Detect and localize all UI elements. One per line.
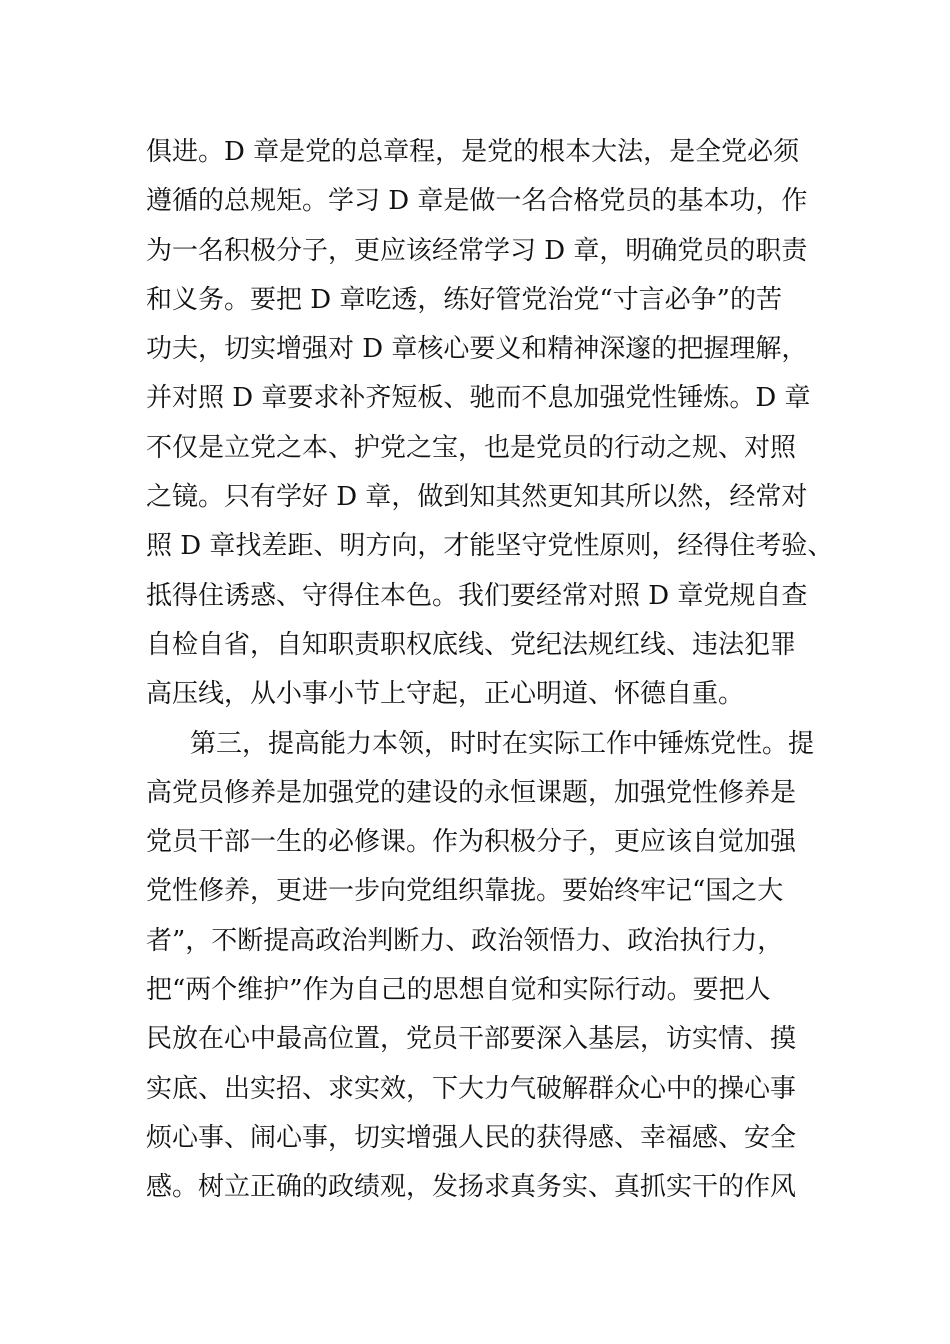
text-line: 党员干部一生的必修课。作为积极分子，更应该自觉加强 [146, 827, 797, 858]
text-line: 民放在心中最高位置，党员干部要深入基层，访实情、摸 [146, 1024, 797, 1055]
text-line: 为一名积极分子，更应该经常学习 D 章，明确党员的职责 [146, 235, 808, 266]
text-line: 之镜。只有学好 D 章，做到知其然更知其所以然，经常对 [146, 482, 808, 513]
body-text [146, 128, 834, 1213]
text-line: 高压线，从小事小节上守起，正心明道、怀德自重。 [146, 679, 745, 710]
text-line: 者”，不断提高政治判断力、政治领悟力、政治执行力， [146, 925, 784, 956]
text-line: 感。树立正确的政绩观，发扬求真务实、真抓实干的作风 [146, 1172, 797, 1203]
text-line: 并对照 D 章要求补齐短板、驰而不息加强党性锤炼。D 章 [146, 383, 811, 414]
text-line: 高党员修养是加强党的建设的永恒课题，加强党性修养是 [146, 777, 797, 808]
text-line: 党性修养，更进一步向党组织靠拢。要始终牢记“国之大 [146, 876, 784, 907]
text-line: 遵循的总规矩。学习 D 章是做一名合格党员的基本功，作 [146, 186, 808, 217]
text-line: 和义务。要把 D 章吃透，练好管党治党“寸言必争”的苦 [146, 284, 782, 315]
text-line: 不仅是立党之本、护党之宝，也是党员的行动之规、对照 [146, 432, 797, 463]
text-line: 自检自省，自知职责职权底线、党纪法规红线、违法犯罪 [146, 629, 797, 660]
text-line: 把“两个维护”作为自己的思想自觉和实际行动。要把人 [146, 975, 771, 1006]
text-line: 抵得住诱惑、守得住本色。我们要经常对照 D 章党规自查 [146, 580, 808, 611]
text-line: 烦心事、闹心事，切实增强人民的获得感、幸福感、安全 [146, 1122, 797, 1153]
paragraph-start-line: 第三，提高能力本领，时时在实际工作中锤炼党性。提 [190, 728, 815, 759]
text-line: 功夫，切实增强对 D 章核心要义和精神深邃的把握理解， [146, 334, 808, 365]
text-line: 实底、出实招、求实效，下大力气破解群众心中的操心事 [146, 1073, 797, 1104]
text-line: 俱进。D 章是党的总章程，是党的根本大法，是全党必须 [146, 137, 800, 167]
text-line: 照 D 章找差距、明方向，才能坚守党性原则，经得住考验、 [146, 531, 834, 562]
